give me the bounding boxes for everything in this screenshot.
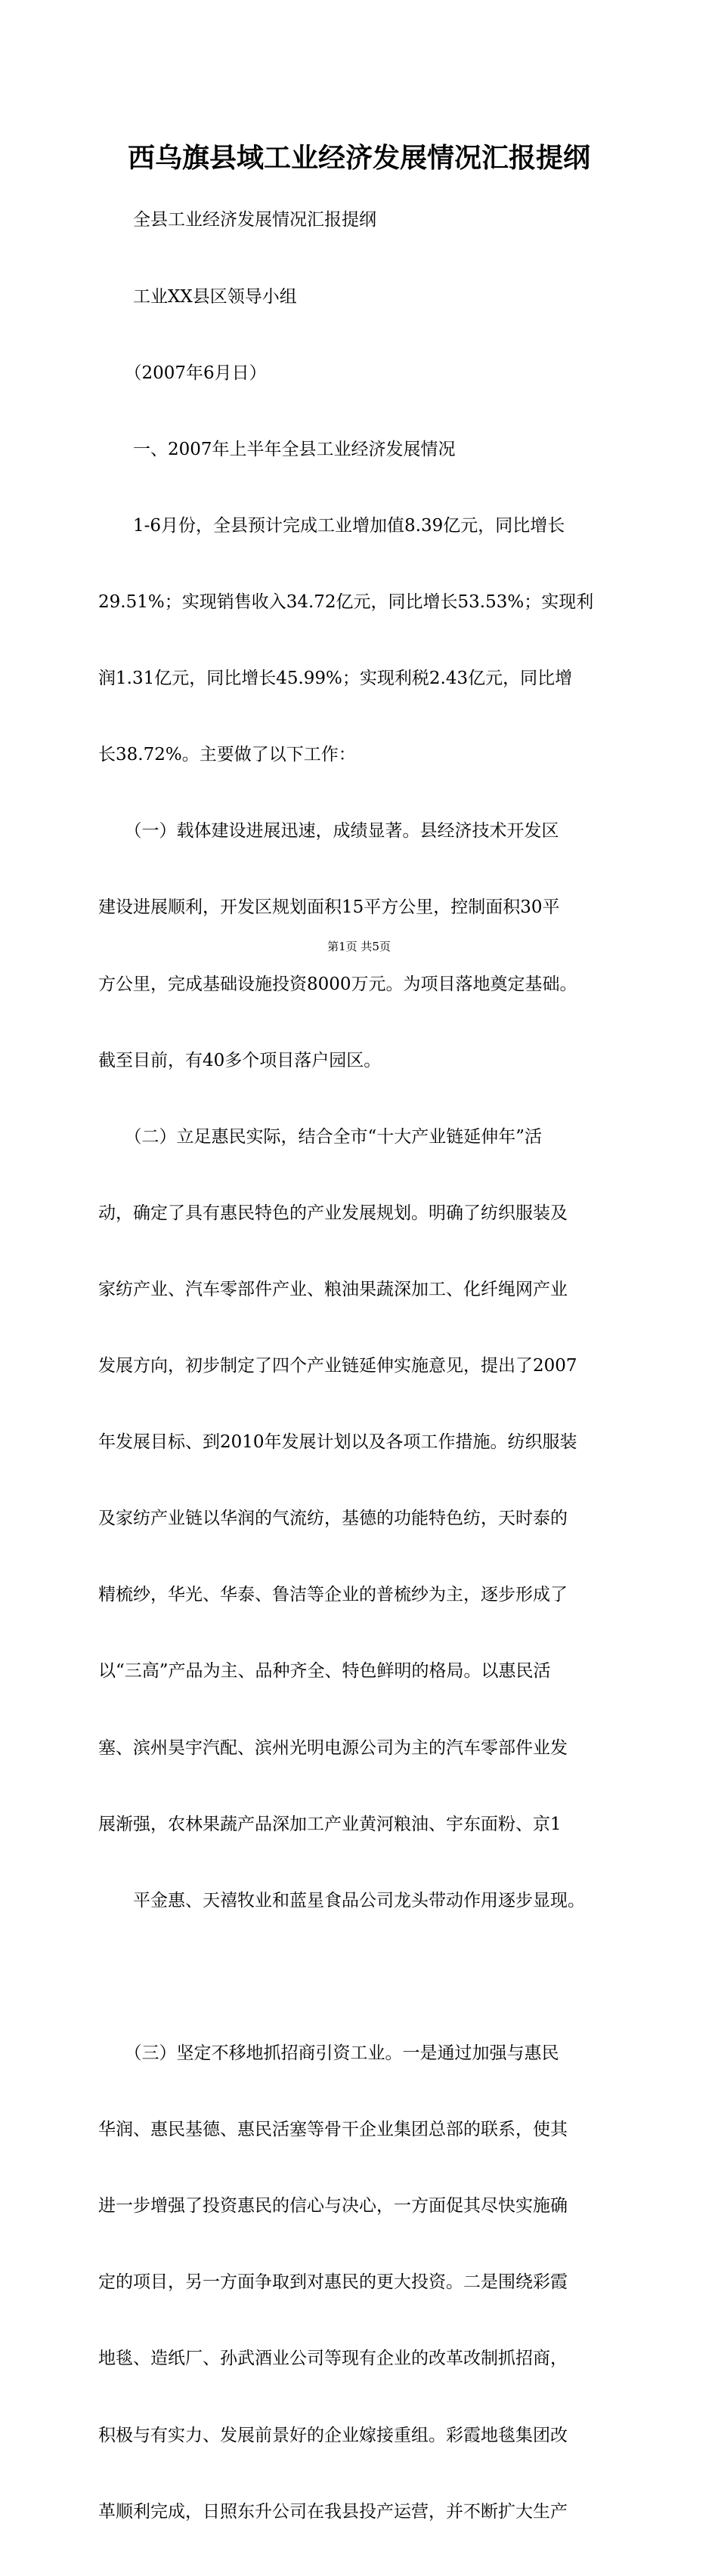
document-title: 西乌旗县域工业经济发展情况汇报提纲 [127, 142, 590, 174]
body-line: 展渐强，农林果蔬产品深加工产业黄河粮油、宇东面粉、京1 [98, 1814, 562, 1834]
body-line: 发展方向，初步制定了四个产业链延伸实施意见，提出了2007 [98, 1356, 577, 1376]
body-line: 华润、惠民基德、惠民活塞等骨干企业集团总部的联系，使其 [98, 2120, 568, 2140]
body-line: 定的项目，另一方面争取到对惠民的更大投资。二是围绕彩霞 [98, 2272, 568, 2293]
body-line: 长38.72%。主要做了以下工作： [98, 745, 356, 765]
body-line: 方公里，完成基础设施投资8000万元。为项目落地奠定基础。 [98, 974, 577, 994]
body-line: 家纺产业、汽车零部件产业、粮油果蔬深加工、化纤绳网产业 [98, 1279, 568, 1299]
body-line: 积极与有实力、发展前景好的企业嫁接重组。彩霞地毯集团改 [98, 2425, 568, 2445]
body-line: 建设进展顺利，开发区规划面积15平方公里，控制面积30平 [98, 897, 560, 918]
body-line: 全县工业经济发展情况汇报提纲 [98, 210, 376, 230]
body-line: 精梳纱，华光、华泰、鲁洁等企业的普梳纱为主，逐步形成了 [98, 1585, 568, 1605]
body-line: 年发展目标、到2010年发展计划以及各项工作措施。纺织服装 [98, 1432, 577, 1453]
body-line: 进一步增强了投资惠民的信心与决心，一方面促其尽快实施确 [98, 2196, 568, 2216]
body-line: （二）立足惠民实际，结合全市“十大产业链延伸年”活 [98, 1126, 543, 1147]
body-line: 1-6月份，全县预计完成工业增加值8.39亿元，同比增长 [98, 515, 565, 536]
body-line: （三）坚定不移地抓招商引资工业。一是通过加强与惠民 [98, 2043, 559, 2064]
body-line: 29.51%；实现销售收入34.72亿元，同比增长53.53%；实现利 [98, 591, 594, 612]
body-line: 地毯、造纸厂、孙武酒业公司等现有企业的改革改制抓招商， [98, 2349, 568, 2369]
body-line: （2007年6月日） [98, 363, 267, 383]
document-body [98, 157, 631, 2576]
body-line: （一）载体建设进展迅速，成绩显著。县经济技术开发区 [98, 821, 559, 842]
body-line: 及家纺产业链以华润的气流纺，基德的功能特色纺，天时泰的 [98, 1509, 568, 1529]
page-number-footer: 第1页 共5页 [327, 940, 391, 953]
body-line: 动，确定了具有惠民特色的产业发展规划。明确了纺织服装及 [98, 1203, 568, 1223]
body-line: 润1.31亿元，同比增长45.99%；实现利税2.43亿元，同比增 [98, 669, 573, 689]
body-line: 以“三高”产品为主、品种齐全、特色鲜明的格局。以惠民活 [98, 1661, 551, 1682]
body-line: 平金惠、天禧牧业和蓝星食品公司龙头带动作用逐步显现。 [98, 1890, 585, 1910]
body-line: 革顺利完成，日照东升公司在我县投产运营，并不断扩大生产 [98, 2501, 568, 2522]
body-line: 塞、滨州昊宇汽配、滨州光明电源公司为主的汽车零部件业发 [98, 1737, 568, 1758]
body-line: 一、2007年上半年全县工业经济发展情况 [98, 439, 456, 459]
body-line-blank [98, 1965, 631, 1991]
body-line: 截至目前，有40多个项目落户园区。 [98, 1050, 382, 1070]
body-line: 工业XX县区领导小组 [98, 286, 297, 307]
